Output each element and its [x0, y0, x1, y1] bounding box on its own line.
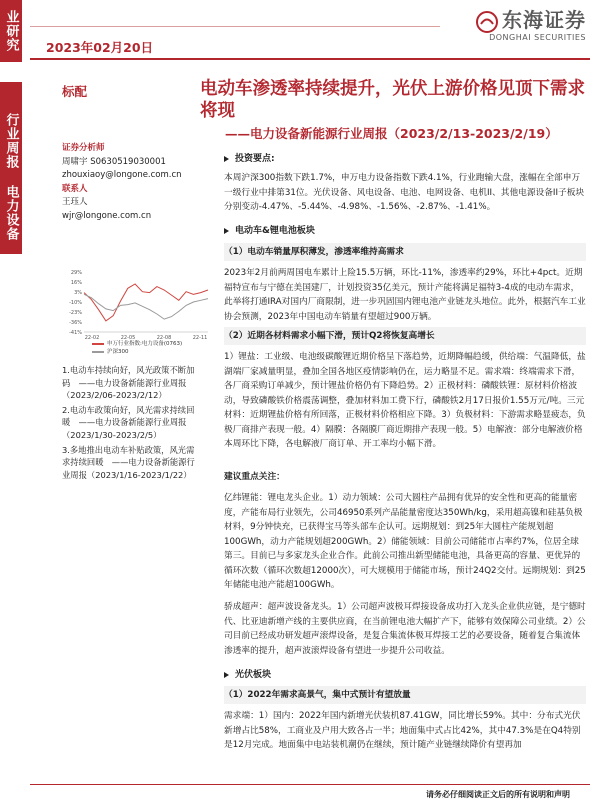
- contact-name: 王珏人: [62, 197, 88, 207]
- invest-heading-row: [224, 152, 586, 167]
- contact-email[interactable]: wjr@longone.com.cn: [62, 210, 152, 221]
- category-strip: [0, 0, 22, 62]
- analyst-name: 周啸宇 S0630519030001: [62, 156, 166, 167]
- logo-text-cn: [436, 4, 586, 33]
- analyst-block: [62, 142, 197, 223]
- pv-subheading-1: （1）2022年需求高景气，集中式预计有望放量: [224, 690, 411, 700]
- ev-heading: 电动车&锂电池板块: [235, 226, 315, 236]
- bullet-icon: [224, 156, 229, 162]
- related-item[interactable]: 3.多地推出电动车补贴政策，风光需求持续回暖 ——电力设备新能源行业周报（2023/1/16-2023/1/22）: [62, 444, 195, 480]
- x-tick-label: 22-02: [84, 335, 100, 341]
- legend-label: 沪深300: [107, 349, 129, 355]
- footer-notice: 请务必仔细阅读正文后的所有说明和声明: [426, 790, 570, 799]
- x-tick-label: 22-05: [120, 335, 136, 341]
- focus-heading: 建议重点关注：: [224, 472, 285, 482]
- pv-heading-row: [224, 668, 586, 683]
- bullet-icon: [224, 672, 229, 678]
- y-tick-label: -41%: [69, 330, 82, 336]
- invest-heading: 投资要点:: [235, 154, 275, 164]
- ev-subheading-2: （2）近期各材料需求小幅下滑，预计Q2将恢复高增长: [224, 331, 435, 341]
- bullet-icon: [224, 228, 229, 234]
- category-label: 业研究: [3, 10, 19, 52]
- legend-swatch: [92, 343, 104, 345]
- pv-paragraph-1: 需求端：1）国内：2022年国内新增光伏装机87.41GW，同比增长59%。其中：分布式光伏新增占比58%，工商业及户用大致各占一半；地面集中式占比42%，其中47.3%是在Q4特别是12月完成。地面集中电站装机潮仍在继续，预计随产业链继续降价有望再加: [224, 711, 581, 750]
- market-paragraph: 本周沪深300指数下跌1.7%，申万电力设备指数下跌4.1%，行业跑输大盘，涨幅在全部申万一级行业中排第31位。光伏设备、风电设备、电池、电网设备、电机II、其他电源设备II子板块分别变动-4.47%、-5.44%、-4.98%、-1.56%、-2.87%、-1.41%。: [224, 173, 585, 212]
- related-item[interactable]: 1.电动车持续向好，风光政策不断加码 ——电力设备新能源行业周报（2023/2/06-2023/2/12）: [62, 365, 195, 401]
- focus-paragraph-1: 亿纬锂能：锂电龙头企业。1）动力领域：公司大圆柱产品拥有优异的安全性和更高的能量密度，产能布局行业领先，公司46950系列产品能量密度达350Wh/kg，采用超高镍和硅基负极材料，9分钟快充，已获得宝马等头部车企认可。远期规划：到25年大圆柱产能规划超100GWh，动力产能规划超200GWh。2）储能领域：目前公司储能市占率约7%，位居全球第三。目前已与多家龙头企业合作。此前公司推出新型储能电池，具备更高的容量、更优异的循环次数（循环次数超12000次），可大规模用于储能市场，预计24Q2交付。远期规划：到25年储能电池产能超100GWh。: [224, 493, 586, 590]
- report-title: 电动车渗透率持续提升，光伏上游价格见顶下需求将现: [200, 79, 585, 121]
- footer-rule: [30, 784, 590, 785]
- y-tick-label: -10%: [69, 300, 82, 306]
- logo-en: DONGHAI SECURITIES: [489, 33, 586, 42]
- legend-label: 申万行业指数:电力设备(0763): [107, 341, 183, 347]
- ev-heading-row: [224, 224, 586, 239]
- related-research: [62, 364, 197, 481]
- analyst-email[interactable]: zhouxiaoy@longone.com.cn: [62, 170, 182, 180]
- industry-strip: [0, 172, 22, 254]
- logo-cn: 东海证券: [502, 8, 586, 32]
- logo-mark-icon: [476, 11, 498, 33]
- chart-legend: [92, 340, 182, 356]
- y-tick-label: -36%: [69, 320, 82, 326]
- report-subtitle: ——电力设备新能源行业周报（2023/2/13-2023/2/19）: [225, 126, 558, 141]
- rating-label: 标配: [62, 84, 88, 99]
- header-top-rule: [30, 26, 440, 27]
- legend-item: [92, 340, 182, 348]
- series-line: [84, 284, 208, 321]
- related-item[interactable]: 2.电动车政策向好，风光需求持续回暖 ——电力设备新能源行业周报（2023/1/30-2023/2/5）: [62, 404, 195, 440]
- report-type-label: 行业周报: [3, 113, 19, 169]
- company-logo: [436, 4, 586, 42]
- y-tick-label: -23%: [69, 310, 82, 316]
- legend-swatch: [92, 351, 104, 353]
- x-tick-label: 22-11: [192, 335, 208, 341]
- y-tick-label: 3%: [74, 290, 82, 296]
- y-tick-label: 29%: [70, 270, 82, 276]
- contact-heading: 联系人: [62, 183, 88, 194]
- pv-heading: 光伏板块: [235, 670, 272, 680]
- focus-paragraph-2: 骄成超声：超声波设备龙头。1）公司超声波极耳焊接设备成功打入龙头企业供应链，是宁德时代、比亚迪新增产线的主要供应商，在当前锂电池大幅扩产下，能够有效保障公司业绩。2）公司目前已经成功研发超声滚焊设备，是复合集流体极耳焊接工艺的必要设备，随着复合集流体渗透率的提升，超声波滚焊设备有望进一步提升公司收益。: [224, 602, 586, 656]
- ev-paragraph-2: 1）锂盐：工业级、电池级碳酸锂近期价格呈下落趋势，近期降幅趋缓，供给端：气温降低，盐湖端厂家减量明显，叠加全国各地区疫情影响仍在，运力略显不足。需求端：终端需求下滑，各厂商采购订单减少，预计锂盐价格仍有下降趋势。2）正极材料：磷酸铁锂：原材料价格波动，导致磷酸铁价格震荡调整，叠加材料加工费下行，磷酸铁2月17日报价1.55万元/吨。三元材料：近期锂盐价格有所回落，正极材料价格相应下降。3）负极材料：下游需求略显疲态，负极厂商排产表现一般。4）隔膜：各隔膜厂商近期排产表现一般。5）电解液：部分电解液价格本周环比下降，各电解液厂商订单、开工率均小幅下滑。: [224, 352, 586, 449]
- report-date: 2023年02月20日: [46, 40, 154, 55]
- x-tick-label: 22-08: [156, 335, 172, 341]
- ev-paragraph-1: 2023年2月前两周国电车累计上险15.5万辆，环比-11%，渗透率约29%，环比+4pct。近期福特宣布与宁德在美国建厂，计划投资35亿美元，预计产能将满足福特3-4成的电动车需求，此举将打通IRA对国内厂商限制，进一步巩固国内锂电池产业链龙头地位。此外，根据汽车工业协会预测，2023年中国电动车销量有望超过900万辆。: [224, 268, 586, 322]
- header-rule: [30, 58, 590, 60]
- legend-item: [92, 348, 182, 356]
- analyst-heading: 证券分析师: [62, 143, 105, 153]
- ev-subheading-1: （1）电动车销量厚积薄发，渗透率维持高需求: [224, 247, 404, 257]
- y-tick-label: 16%: [70, 280, 82, 286]
- industry-label: 电力设备: [3, 185, 19, 241]
